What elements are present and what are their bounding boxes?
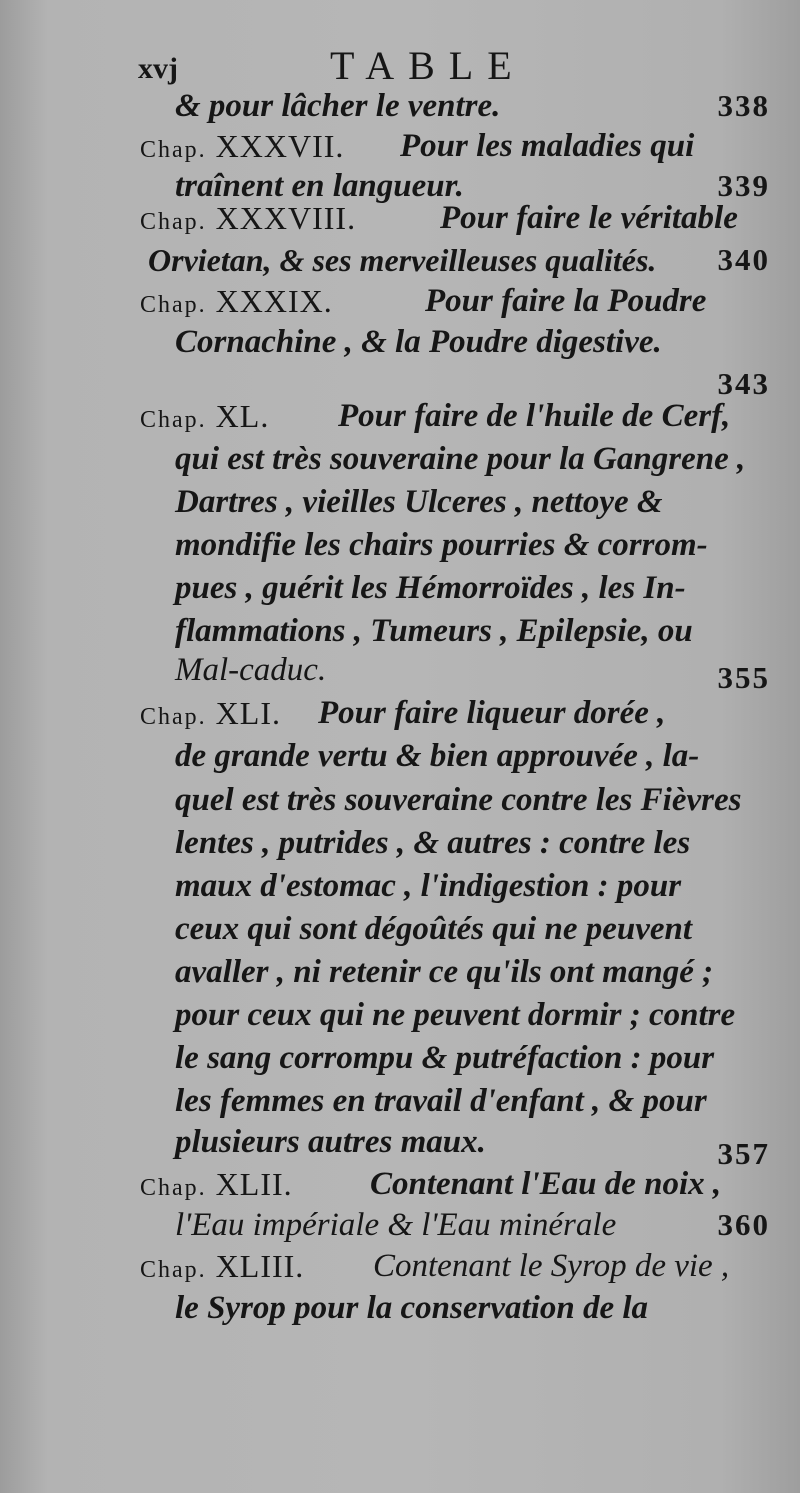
- entry-text: le sang corrompu & putréfaction : pour: [175, 1040, 715, 1076]
- toc-line: [0, 242, 800, 286]
- entry-text: Pour faire de l'huile de Cerf,: [338, 398, 731, 434]
- entry-text: traînent en langueur.: [175, 168, 464, 204]
- entry-text: Contenant le Syrop de vie ,: [373, 1248, 730, 1284]
- toc-line: [0, 441, 800, 485]
- toc-line: [0, 570, 800, 614]
- entry-page: 340: [717, 242, 770, 277]
- entry-page: 339: [717, 168, 770, 203]
- chapter-label: Chap. XLII.: [140, 1166, 293, 1202]
- entry-text: Mal-caduc.: [175, 652, 327, 688]
- entry-text: pues , guérit les Hémorroïdes , les In-: [175, 570, 686, 606]
- entry-page: 338: [717, 88, 770, 123]
- entry-page: 343: [717, 366, 770, 401]
- toc-entry-xl: [0, 398, 800, 442]
- entry-text: ceux qui sont dégoûtés qui ne peuvent: [175, 911, 693, 947]
- entry-text: & pour lâcher le ventre.: [175, 88, 501, 124]
- entry-text: flammations , Tumeurs , Epilepsie, ou: [175, 613, 693, 649]
- entry-text: mondifie les chairs pourries & corrom-: [175, 527, 708, 563]
- entry-text: Pour faire le véritable: [440, 200, 738, 236]
- entry-page: 355: [717, 660, 770, 695]
- entry-text: qui est très souveraine pour la Gangrene ,: [175, 441, 746, 477]
- entry-text: Cornachine , & la Poudre digestive.: [175, 324, 662, 360]
- toc-line: [0, 782, 800, 826]
- entry-text: quel est très souveraine contre les Fièvres: [175, 782, 742, 818]
- toc-line: [0, 1040, 800, 1084]
- entry-page: 360: [717, 1207, 770, 1242]
- toc-line: [0, 613, 800, 657]
- entry-text: Dartres , vieilles Ulceres , nettoye &: [175, 484, 663, 520]
- entry-text: avaller , ni retenir ce qu'ils ont mangé ;: [175, 954, 714, 990]
- toc-line: [0, 1207, 800, 1251]
- toc-line: [0, 324, 800, 368]
- entry-text: Pour les maladies qui: [400, 128, 695, 164]
- toc-line: [0, 1083, 800, 1127]
- chapter-label: Chap. XLIII.: [140, 1248, 305, 1284]
- running-title: TABLE: [330, 43, 526, 88]
- toc-line: [0, 1290, 800, 1334]
- entry-text: Pour faire la Poudre: [425, 283, 707, 319]
- entry-text: plusieurs autres maux.: [175, 1124, 486, 1160]
- entry-text: Orvietan, & ses merveilleuses qualités.: [148, 242, 657, 278]
- chapter-label: Chap. XXXVII.: [140, 128, 345, 164]
- toc-line: [0, 88, 800, 132]
- entry-page: 357: [717, 1136, 770, 1171]
- toc-line: [0, 738, 800, 782]
- entry-text: Pour faire liqueur dorée ,: [318, 695, 666, 731]
- entry-text: Contenant l'Eau de noix ,: [370, 1166, 722, 1202]
- entry-text: pour ceux qui ne peuvent dormir ; contre: [175, 997, 736, 1033]
- toc-entry-xxxviii: [0, 200, 800, 244]
- chapter-label: Chap. XLI.: [140, 695, 281, 731]
- chapter-label: Chap. XL.: [140, 398, 270, 434]
- page-header: [0, 42, 800, 92]
- toc-line: [0, 997, 800, 1041]
- toc-entry-xli: [0, 695, 800, 739]
- chapter-label: Chap. XXXIX.: [140, 283, 333, 319]
- entry-text: les femmes en travail d'enfant , & pour: [175, 1083, 707, 1119]
- toc-entry-xxxix: [0, 283, 800, 327]
- page-number: xvj: [138, 52, 178, 85]
- toc-entry-xliii: [0, 1248, 800, 1292]
- entry-text: le Syrop pour la conservation de la: [175, 1290, 649, 1326]
- entry-text: de grande vertu & bien approuvée , la-: [175, 738, 700, 774]
- entry-text: maux d'estomac , l'indigestion : pour: [175, 868, 682, 904]
- toc-entry-xxxvii: [0, 128, 800, 172]
- toc-line: [0, 1124, 800, 1171]
- toc-line: [0, 527, 800, 571]
- toc-line: [0, 911, 800, 955]
- chapter-label: Chap. XXXVIII.: [140, 200, 357, 236]
- toc-line: [0, 652, 800, 696]
- toc-line: [0, 825, 800, 869]
- toc-line: [0, 868, 800, 912]
- toc-line: [0, 484, 800, 528]
- toc-line: [0, 954, 800, 998]
- entry-text: lentes , putrides , & autres : contre les: [175, 825, 691, 861]
- entry-text: l'Eau impériale & l'Eau minérale: [175, 1207, 617, 1243]
- toc-entry-xlii: [0, 1166, 800, 1210]
